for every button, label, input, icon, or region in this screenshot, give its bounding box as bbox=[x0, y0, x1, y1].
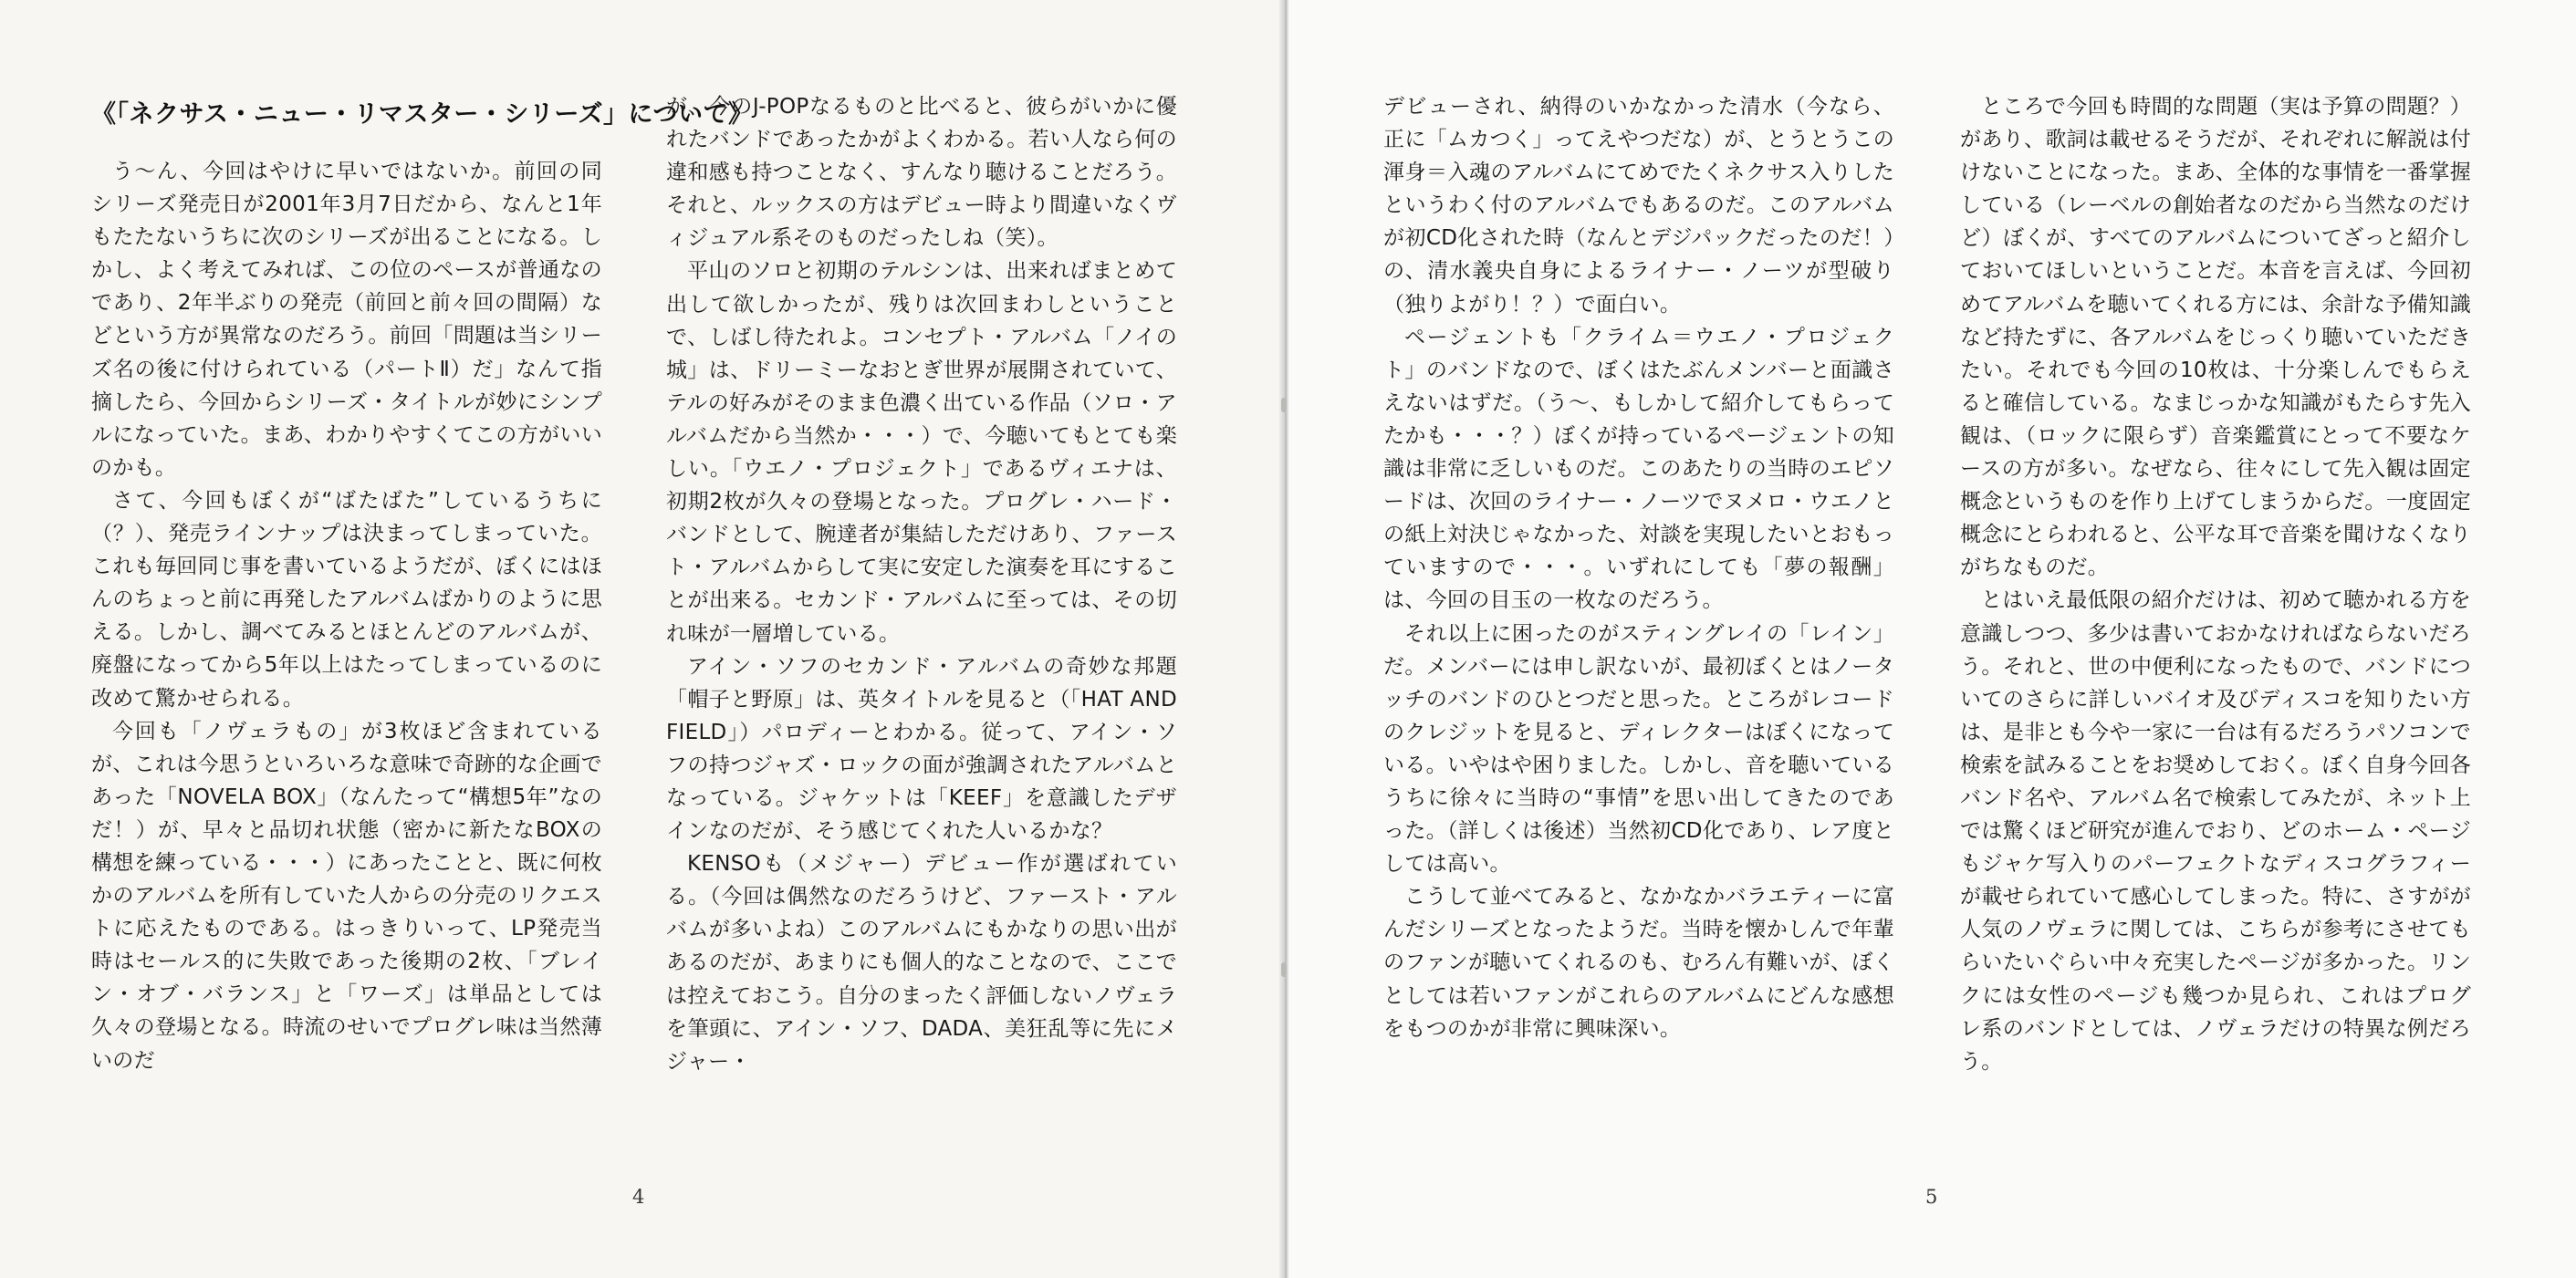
right-page bbox=[1288, 0, 2576, 1278]
text-column-1 bbox=[91, 155, 602, 1077]
paragraph: ページェントも「クライム＝ウエノ・プロジェクト」のバンドなので、ぼくはたぶんメンバーと面識さえないはずだ。（う〜、もしかして紹介してもらってたかも・・・？）ぼくが持っているページェントの知識は非常に乏しいものだ。このあたりの当時のエピソードは、次回のライナー・ノーツでヌメロ・ウエノとの紙上対決じゃなかった、対談を実現したいとおもっていますので・・・。いずれにしても「夢の報酬」は、今回の目玉の一枚なのだろう。 bbox=[1383, 325, 1894, 613]
page-number: 4 bbox=[632, 1186, 645, 1208]
page-number: 5 bbox=[1925, 1186, 1938, 1208]
paragraph: が、今のJ-POPなるものと比べると、彼らがいかに優れたバンドであったかがよくわかる。若い人なら何の違和感も持つことなく、すんなり聴けることだろう。それと、ルックスの方はデビュー時より間違いなくヴィジュアル系そのものだったしね（笑）。 bbox=[666, 95, 1177, 251]
paragraph: それ以上に困ったのがスティングレイの「レイン」だ。メンバーには申し訳ないが、最初ぼくとはノータッチのバンドのひとつだと思った。ところがレコードのクレジットを見ると、ディレクターはぼくになっている。いやはや困りました。しかし、音を聴いているうちに徐々に当時の“事情”を思い出してきたのであった。（詳しくは後述）当然初CD化であり、レア度としては高い。 bbox=[1383, 621, 1894, 877]
text-column-2 bbox=[666, 90, 1177, 1078]
text-column-4 bbox=[1960, 90, 2471, 1078]
binding-hole bbox=[1281, 962, 1287, 977]
paragraph: さて、今回もぼくが“ばたばた”しているうちに（？）、発売ラインナップは決まってしまっていた。これも毎回同じ事を書いているようだが、ぼくにはほんのちょっと前に再発したアルバムばかりのように思える。しかし、調べてみるとほとんどのアルバムが、廃盤になってから5年以上はたってしまっているのに改めて驚かせられる。 bbox=[91, 488, 602, 711]
paragraph: とはいえ最低限の紹介だけは、初めて聴かれる方を意識しつつ、多少は書いておかなければならないだろう。それと、世の中便利になったもので、バンドについてのさらに詳しいバイオ及びディスコを知りたい方は、是非とも今や一家に一台は有るだろうパソコンで検索を試みることをお奨めしておく。ぼく自身今回各バンド名や、アルバム名で検索してみたが、ネット上では驚くほど研究が進んでおり、どのホーム・ページもジャケ写入りのパーフェクトなディスコグラフィーが載せられていて感心してしまった。特に、さすがが人気のノヴェラに関しては、こちらが参考にさせてもらいたいぐらい中々充実したページが多かった。リンクには女性のページも幾つか見られ、これはプログレ系のバンドとしては、ノヴェラだけの特異な例だろう。 bbox=[1960, 588, 2471, 1074]
paragraph: KENSOも（メジャー）デビュー作が選ばれている。（今回は偶然なのだろうけど、ファースト・アルバムが多いよね）このアルバムにもかなりの思い出があるのだが、あまりにも個人的なことなので、ここでは控えておこう。自分のまったく評価しないノヴェラを筆頭に、アイン・ソフ、DADA、美狂乱等に先にメジャー・ bbox=[666, 852, 1177, 1074]
paragraph: 平山のソロと初期のテルシンは、出来ればまとめて出して欲しかったが、残りは次回まわしということで、しばし待たれよ。コンセプト・アルバム「ノイの城」は、ドリーミーなおとぎ世界が展開されていて、テルの好みがそのまま色濃く出ている作品（ソロ・アルバムだから当然か・・・）で、今聴いてもとても楽しい。「ウエノ・プロジェクト」であるヴィエナは、初期2枚が久々の登場となった。プログレ・ハード・バンドとして、腕達者が集結しただけあり、ファースト・アルバムからして実に安定した演奏を耳にすることが出来る。セカンド・アルバムに至っては、その切れ味が一層増している。 bbox=[666, 259, 1177, 646]
paragraph: ところで今回も時間的な問題（実は予算の問題？）があり、歌詞は載せるそうだが、それぞれに解説は付けないことになった。まあ、全体的な事情を一番掌握している（レーベルの創始者なのだから当然なのだけど）ぼくが、すべてのアルバムについてざっと紹介しておいてほしいということだ。本音を言えば、今回初めてアルバムを聴いてくれる方には、余計な予備知識など持たずに、各アルバムをじっくり聴いていただきたい。それでも今回の10枚は、十分楽しんでもらえると確信している。なまじっかな知識がもたらす先入観は、（ロックに限らず）音楽鑑賞にとって不要なケースの方が多い。なぜなら、往々にして先入観は固定概念というものを作り上げてしまうからだ。一度固定概念にとらわれると、公平な耳で音楽を聞けなくなりがちなものだ。 bbox=[1960, 95, 2471, 580]
paragraph: こうして並べてみると、なかなかバラエティーに富んだシリーズとなったようだ。当時を懐かしんで年輩のファンが聴いてくれるのも、むろん有難いが、ぼくとしては若いファンがこれらのアルバムにどんな感想をもつのかが非常に興味深い。 bbox=[1383, 885, 1894, 1041]
section-heading: 《「ネクサス・ニュー・リマスター・シリーズ」について》 bbox=[91, 100, 754, 129]
binding-hole bbox=[1281, 398, 1287, 412]
paragraph: 今回も「ノヴェラもの」が3枚ほど含まれているが、これは今思うといろいろな意味で奇跡的な企画であった「NOVELA BOX」（なんたって“構想5年”なのだ！）が、早々と品切れ状態（密かに新たなBOXの構想を練っている・・・）にあったことと、既に何枚かのアルバムを所有していた人からの分売のリクエストに応えたものである。はっきりいって、LP発売当時はセールス的に失敗であった後期の2枚、「ブレイン・オブ・バランス」と「ワーズ」は単品としては久々の登場となる。時流のせいでプログレ味は当然薄いのだ bbox=[91, 719, 602, 1073]
paragraph: アイン・ソフのセカンド・アルバムの奇妙な邦題「帽子と野原」は、英タイトルを見ると（「HAT AND FIELD」）パロディーとわかる。従って、アイン・ソフの持つジャズ・ロックの面が強調されたアルバムとなっている。ジャケットは「KEEF」を意識したデザインなのだが、そう感じてくれた人いるかな？ bbox=[666, 654, 1177, 844]
left-page bbox=[0, 0, 1283, 1278]
paragraph: う〜ん、今回はやけに早いではないか。前回の同シリーズ発売日が2001年3月7日だから、なんと1年もたたないうちに次のシリーズが出ることになる。しかし、よく考えてみれば、この位のペースが普通なのであり、2年半ぶりの発売（前回と前々回の間隔）などという方が異常なのだろう。前回「問題は当シリーズ名の後に付けられている（パートⅡ）だ」なんて指摘したら、今回からシリーズ・タイトルが妙にシンプルになっていた。まあ、わかりやすくてこの方がいいのかも。 bbox=[91, 160, 602, 480]
text-column-3 bbox=[1383, 90, 1894, 1045]
paragraph: デビューされ、納得のいかなかった清水（今なら、正に「ムカつく」ってえやつだな）が、とうとうこの渾身＝入魂のアルバムにてめでたくネクサス入りしたというわく付のアルバムでもあるのだ。このアルバムが初CD化された時（なんとデジパックだったのだ！）の、清水義央自身によるライナー・ノーツが型破り（独りよがり！？）で面白い。 bbox=[1383, 95, 1894, 317]
